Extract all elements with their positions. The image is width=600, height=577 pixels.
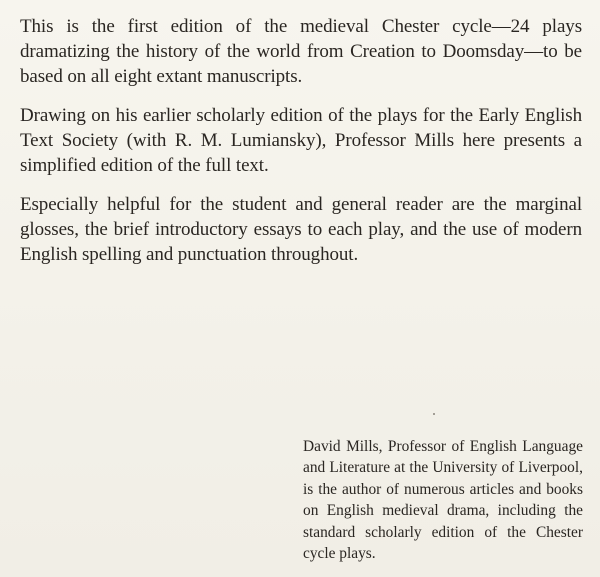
author-bio [303,436,583,564]
book-description [20,14,582,267]
author-bio-text: David Mills, Professor of English Language and Literature at the University of Liverpool, is the author of numerous articles and books on English medieval drama, including the standard scholarly edition of the Chester cycle plays. [303,438,583,563]
description-paragraph-3: Especially helpful for the student and general reader are the marginal glosses, the brief introductory essays to each play, and the use of modern English spelling and punctuation throughout. [20,194,582,265]
description-paragraph-1: This is the first edition of the medieval Chester cycle—24 plays dramatizing the history of the world from Creation to Doomsday—to be based on all eight extant manuscripts. [20,16,582,87]
paper-speck [433,413,435,415]
description-paragraph-2: Drawing on his earlier scholarly edition of the plays for the Early English Text Society (with R. M. Lumiansky), Professor Mills here presents a simplified edition of the full text. [20,105,582,176]
